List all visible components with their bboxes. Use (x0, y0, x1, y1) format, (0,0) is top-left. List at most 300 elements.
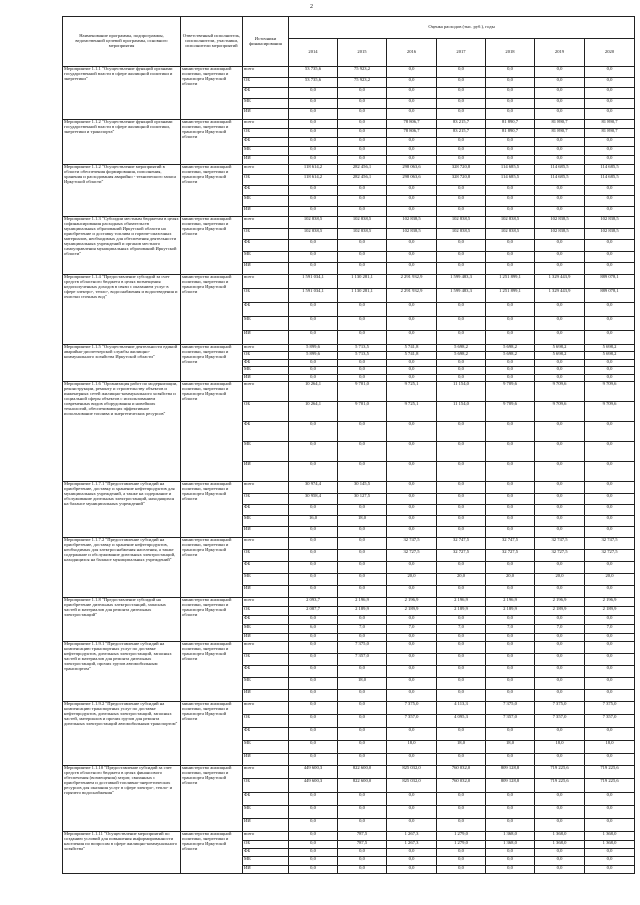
amount-cell: 0,0 (289, 240, 338, 252)
amount-cell: 0,0 (387, 240, 437, 252)
funding-source: ФБ (243, 240, 289, 252)
funding-source: ФБ (243, 504, 289, 515)
amount-cell: 5 741,8 (387, 344, 437, 352)
activity-name: Мероприятие 1.1.4 "Предоставление субсидий за счет средств областного бюджета в целях возмещения недополученных доходов в связи с оказанием услуг в сфере электро-, тепло-, водоснабжения и водоотведения и очистки сточных вод" (63, 274, 181, 344)
funding-source: ОБ (243, 288, 289, 302)
funding-source: МБ (243, 442, 289, 462)
amount-cell: 0,0 (585, 727, 635, 740)
amount-cell: 0,0 (535, 690, 585, 702)
amount-cell: 822 600,0 (338, 766, 387, 779)
amount-cell: 0,0 (486, 792, 535, 805)
amount-cell: 10 264,1 (289, 382, 338, 402)
amount-cell: 1 599 483,3 (437, 288, 486, 302)
amount-cell: 0,0 (437, 515, 486, 526)
funding-source: ОБ (243, 607, 289, 616)
executor-name: министерство жилищной политики, энергетики и транспорта Иркутской области (181, 538, 243, 598)
amount-cell: 0,0 (486, 633, 535, 642)
table-row (63, 702, 635, 715)
amount-cell: 0,0 (486, 206, 535, 216)
amount-cell: 0,0 (289, 185, 338, 195)
amount-cell: 0,0 (289, 792, 338, 805)
amount-cell: 0,0 (289, 678, 338, 690)
amount-cell: 0,0 (437, 615, 486, 624)
amount-cell: 7 375,0 (535, 702, 585, 715)
amount-cell: 0,0 (486, 654, 535, 666)
amount-cell: 825 032,0 (387, 779, 437, 792)
amount-cell: 0,0 (486, 527, 535, 538)
funding-source: ИИ (243, 633, 289, 642)
amount-cell: 0,0 (437, 196, 486, 206)
amount-cell: 0,0 (338, 805, 387, 818)
amount-cell: 0,0 (437, 865, 486, 873)
amount-cell: 1 329 443,9 (535, 288, 585, 302)
funding-source: ИИ (243, 263, 289, 275)
amount-cell: 0,0 (387, 819, 437, 832)
amount-cell: 0,0 (437, 527, 486, 538)
funding-source: ИИ (243, 586, 289, 598)
executor-name: министерство жилищной политики, энергетики и транспорта Иркутской области (181, 482, 243, 538)
amount-cell: 0,0 (338, 715, 387, 728)
amount-cell: 0,0 (486, 615, 535, 624)
amount-cell: 0,0 (289, 538, 338, 550)
amount-cell: 0,0 (289, 316, 338, 330)
amount-cell: 0,0 (387, 515, 437, 526)
amount-cell: 9 709,6 (535, 402, 585, 422)
amount-cell: 0,0 (437, 633, 486, 642)
amount-cell: 0,0 (338, 128, 387, 137)
amount-cell: 0,0 (585, 819, 635, 832)
amount-cell: 0,0 (535, 493, 585, 504)
amount-cell: 0,0 (338, 137, 387, 146)
amount-cell: 18,0 (338, 678, 387, 690)
funding-source: всего (243, 482, 289, 493)
amount-cell: 0,0 (486, 240, 535, 252)
amount-cell: 0,0 (585, 422, 635, 442)
amount-cell: 0,0 (535, 857, 585, 865)
amount-cell: 0,0 (437, 422, 486, 442)
amount-cell: 0,0 (535, 330, 585, 344)
header-name: Наименование программы, подпрограммы, ведомственной целевой программы, основного мероприятия (63, 17, 181, 67)
table-row (63, 274, 635, 288)
amount-cell: 0,0 (437, 666, 486, 678)
amount-cell: 81 890,7 (486, 119, 535, 128)
amount-cell: 81 890,7 (486, 128, 535, 137)
activity-name: Мероприятие 1.1.8 "Предоставление субсидий на приобретение дизельных электростанций, запасных частей и материалов для ремонта дизельных электростанций" (63, 598, 181, 642)
amount-cell: 0,0 (585, 493, 635, 504)
amount-cell: 32 727,5 (486, 550, 535, 562)
amount-cell: 0,0 (289, 753, 338, 766)
amount-cell: 7,0 (585, 624, 635, 633)
funding-source: МБ (243, 678, 289, 690)
amount-cell: 0,0 (486, 849, 535, 857)
amount-cell: 32 727,5 (437, 550, 486, 562)
amount-cell: 0,0 (289, 527, 338, 538)
amount-cell: 0,0 (387, 666, 437, 678)
table-row (63, 382, 635, 402)
amount-cell: 53 735,6 (289, 67, 338, 78)
amount-cell: 2 291 932,9 (387, 274, 437, 288)
amount-cell: 0,0 (289, 562, 338, 574)
amount-cell: 30 974,4 (289, 482, 338, 493)
amount-cell: 0,0 (486, 482, 535, 493)
amount-cell: 118 614,2 (289, 164, 338, 174)
amount-cell: 9 701,0 (338, 382, 387, 402)
funding-source: всего (243, 274, 289, 288)
executor-name: министерство жилищной политики, энергетики и транспорта Иркутской области (181, 832, 243, 874)
amount-cell: 0,0 (486, 642, 535, 654)
activity-name: Мероприятие 1.1.10 "Предоставление субсидий за счет средств областного бюджета в целях финансового обеспечения (возмещения) затрат, связанных с приобретением и доставкой топливно-энергетических ресурсов для оказания услуг в сфере электро-, тепло- и горячего водоснабжения" (63, 766, 181, 832)
amount-cell: 1 279,0 (437, 840, 486, 848)
amount-cell: 0,0 (585, 196, 635, 206)
amount-cell: 9 709,6 (486, 382, 535, 402)
amount-cell: 1 368,0 (585, 840, 635, 848)
amount-cell: 0,0 (437, 678, 486, 690)
amount-cell: 0,0 (585, 302, 635, 316)
amount-cell: 81 890,7 (535, 119, 585, 128)
amount-cell: 822 600,0 (338, 779, 387, 792)
amount-cell: 0,0 (387, 805, 437, 818)
amount-cell: 0,0 (486, 146, 535, 155)
funding-source: МБ (243, 857, 289, 865)
amount-cell: 0,0 (535, 302, 585, 316)
amount-cell: 9 709,6 (585, 402, 635, 422)
amount-cell: 7,0 (338, 624, 387, 633)
amount-cell: 0,0 (585, 316, 635, 330)
amount-cell: 0,0 (289, 805, 338, 818)
activity-name: Мероприятие 1.1.9.2 "Предоставление субсидий на компенсацию транспортных услуг по доставке нефтепродуктов, дизельных электростанций, запасных частей, материалов и прочих грузов для ремонта дизельных электростанций автомобильным транспортом" (63, 702, 181, 766)
amount-cell: 118 614,2 (289, 175, 338, 185)
activity-name: Мероприятие 1.1.9.1 "Предоставление субсидий на компенсацию транспортных услуг по доставке нефтепродуктов, дизельных электростанций, запасных частей и материалов для ремонта дизельных электростанций, прочих грузов автомобильным транспортом" (63, 642, 181, 702)
amount-cell: 2 189,9 (585, 607, 635, 616)
amount-cell: 0,0 (387, 678, 437, 690)
amount-cell: 0,0 (535, 633, 585, 642)
amount-cell: 0,0 (437, 819, 486, 832)
activity-name: Мероприятие 1.1.11 "Осуществление мероприятий по созданию условий для повышения информированности населения по вопросам в сфере жилищно-коммунального хозяйства" (63, 832, 181, 874)
amount-cell: 0,0 (338, 302, 387, 316)
header-year: 2017 (437, 39, 486, 67)
funding-source: всего (243, 119, 289, 128)
amount-cell: 2 196,9 (387, 598, 437, 607)
amount-cell: 2 093,7 (289, 598, 338, 607)
budget-table (62, 16, 635, 874)
amount-cell: 0,0 (585, 359, 635, 367)
amount-cell: 7 357,0 (535, 715, 585, 728)
amount-cell: 0,0 (535, 586, 585, 598)
amount-cell: 719 225,6 (585, 766, 635, 779)
funding-source: ФБ (243, 727, 289, 740)
amount-cell: 0,0 (387, 359, 437, 367)
amount-cell: 0,0 (535, 527, 585, 538)
amount-cell: 102 838,5 (535, 216, 585, 228)
amount-cell: 0,0 (387, 367, 437, 375)
funding-source: всего (243, 598, 289, 607)
amount-cell: 0,0 (437, 727, 486, 740)
funding-source: ОБ (243, 715, 289, 728)
amount-cell: 81 890,7 (585, 128, 635, 137)
amount-cell: 0,0 (535, 240, 585, 252)
funding-source: МБ (243, 146, 289, 155)
header-source: Источники финансирования (243, 17, 289, 67)
amount-cell: 0,0 (338, 206, 387, 216)
amount-cell: 0,0 (387, 642, 437, 654)
amount-cell: 0,0 (338, 792, 387, 805)
amount-cell: 0,0 (535, 206, 585, 216)
amount-cell: 0,0 (289, 263, 338, 275)
amount-cell: 0,0 (387, 857, 437, 865)
amount-cell: 0,0 (585, 482, 635, 493)
amount-cell: 0,0 (437, 792, 486, 805)
amount-cell: 102 838,5 (289, 228, 338, 240)
amount-cell: 1 368,0 (535, 832, 585, 840)
amount-cell: 0,0 (535, 137, 585, 146)
table-row (63, 766, 635, 779)
amount-cell: 1 279,0 (437, 832, 486, 840)
amount-cell: 0,0 (387, 615, 437, 624)
amount-cell: 0,0 (338, 98, 387, 109)
amount-cell: 0,0 (486, 359, 535, 367)
amount-cell: 0,0 (585, 504, 635, 515)
amount-cell: 0,0 (585, 185, 635, 195)
amount-cell: 0,0 (387, 462, 437, 482)
amount-cell: 282 456,1 (338, 175, 387, 185)
amount-cell: 0,0 (338, 359, 387, 367)
activity-name: Мероприятие 1.1.2 "Осуществление функций органами государственной власти в сфере жилищной политики, энергетики и транспорта" (63, 119, 181, 164)
executor-name: министерство жилищной политики, энергетики и транспорта Иркутской области (181, 164, 243, 216)
amount-cell: 1 368,0 (486, 840, 535, 848)
amount-cell: 0,0 (338, 550, 387, 562)
funding-source: ОБ (243, 402, 289, 422)
amount-cell: 0,0 (585, 527, 635, 538)
amount-cell: 0,0 (535, 865, 585, 873)
amount-cell: 2 196,9 (585, 598, 635, 607)
funding-source: МБ (243, 740, 289, 753)
amount-cell: 9 725,1 (387, 402, 437, 422)
amount-cell: 0,0 (535, 185, 585, 195)
amount-cell: 0,0 (289, 633, 338, 642)
amount-cell: 0,0 (387, 67, 437, 78)
executor-name: министерство жилищной политики, энергетики и транспорта Иркутской области (181, 344, 243, 382)
amount-cell: 0,0 (338, 504, 387, 515)
amount-cell: 0,0 (338, 849, 387, 857)
amount-cell: 0,0 (535, 792, 585, 805)
amount-cell: 0,0 (338, 316, 387, 330)
amount-cell: 0,0 (338, 367, 387, 375)
amount-cell: 0,0 (289, 666, 338, 678)
amount-cell: 0,0 (437, 155, 486, 164)
amount-cell: 5 713,5 (338, 344, 387, 352)
amount-cell: 0,0 (437, 185, 486, 195)
amount-cell: 7 375,0 (585, 702, 635, 715)
activity-name: Мероприятие 1.1.3 "Субсидии местным бюджетам в целях софинансирования расходных обязательств муниципальных образований Иркутской области на приобретение и доставку топлива и горюче-смазочных материалов, необходимых для обеспечения деятельности муниципальных учреждений и органов местного самоуправления муниципальных образований Иркутской области" (63, 216, 181, 274)
table-row (63, 119, 635, 128)
amount-cell: 75 923,2 (338, 77, 387, 88)
amount-cell: 0,0 (585, 330, 635, 344)
amount-cell: 32 727,5 (387, 550, 437, 562)
amount-cell: 2 189,9 (338, 607, 387, 616)
amount-cell: 0,0 (437, 240, 486, 252)
amount-cell: 0,0 (338, 155, 387, 164)
amount-cell: 0,0 (338, 240, 387, 252)
amount-cell: 0,0 (585, 442, 635, 462)
amount-cell: 0,0 (437, 251, 486, 263)
amount-cell: 0,0 (289, 367, 338, 375)
amount-cell: 0,0 (289, 137, 338, 146)
amount-cell: 0,0 (585, 857, 635, 865)
amount-cell: 0,0 (437, 753, 486, 766)
amount-cell: 0,0 (535, 753, 585, 766)
amount-cell: 81 890,7 (535, 128, 585, 137)
amount-cell: 5 698,2 (535, 344, 585, 352)
amount-cell: 20,0 (387, 574, 437, 586)
amount-cell: 0,0 (338, 119, 387, 128)
amount-cell: 328 720,8 (437, 164, 486, 174)
amount-cell: 0,0 (585, 240, 635, 252)
amount-cell: 0,0 (437, 88, 486, 99)
amount-cell: 83 215,7 (437, 119, 486, 128)
header-executor: Ответственный исполнитель, соисполнители, участники, исполнители мероприятий (181, 17, 243, 67)
amount-cell: 32 727,5 (585, 550, 635, 562)
amount-cell: 0,0 (338, 727, 387, 740)
amount-cell: 0,0 (585, 633, 635, 642)
amount-cell: 0,0 (585, 865, 635, 873)
amount-cell: 0,0 (387, 146, 437, 155)
amount-cell: 2 196,9 (338, 598, 387, 607)
activity-name: Мероприятие 1.1.2 "Осуществление мероприятий в области обеспечения формирования, пополнения, хранения и расходования аварийно - технического запаса Иркутской области" (63, 164, 181, 216)
amount-cell: 0,0 (437, 690, 486, 702)
amount-cell: 0,0 (535, 515, 585, 526)
amount-cell: 0,0 (289, 574, 338, 586)
amount-cell: 1 591 034,1 (289, 288, 338, 302)
amount-cell: 0,0 (585, 805, 635, 818)
amount-cell: 102 838,5 (585, 228, 635, 240)
amount-cell: 0,0 (535, 615, 585, 624)
amount-cell: 32 747,5 (437, 538, 486, 550)
funding-source: ИИ (243, 819, 289, 832)
amount-cell: 0,0 (338, 819, 387, 832)
funding-source: всего (243, 832, 289, 840)
amount-cell: 0,0 (387, 109, 437, 120)
amount-cell: 0,0 (585, 753, 635, 766)
amount-cell: 0,0 (535, 642, 585, 654)
amount-cell: 18,0 (338, 515, 387, 526)
amount-cell: 0,0 (585, 263, 635, 275)
amount-cell: 0,0 (387, 155, 437, 164)
funding-source: ОБ (243, 840, 289, 848)
amount-cell: 0,0 (535, 482, 585, 493)
amount-cell: 83 215,7 (437, 128, 486, 137)
header-year: 2015 (338, 39, 387, 67)
amount-cell: 449 600,3 (289, 779, 338, 792)
amount-cell: 0,0 (585, 678, 635, 690)
amount-cell: 0,0 (387, 137, 437, 146)
amount-cell: 114 685,5 (486, 164, 535, 174)
amount-cell: 0,0 (585, 251, 635, 263)
amount-cell: 0,0 (289, 715, 338, 728)
amount-cell: 0,0 (387, 562, 437, 574)
amount-cell: 0,0 (585, 206, 635, 216)
amount-cell: 0,0 (585, 137, 635, 146)
amount-cell: 0,0 (387, 330, 437, 344)
amount-cell: 0,0 (486, 515, 535, 526)
funding-source: ОБ (243, 550, 289, 562)
funding-source: всего (243, 382, 289, 402)
funding-source: всего (243, 642, 289, 654)
amount-cell: 0,0 (338, 633, 387, 642)
amount-cell: 0,0 (387, 849, 437, 857)
amount-cell: 0,0 (535, 442, 585, 462)
amount-cell: 0,0 (535, 819, 585, 832)
amount-cell: 5 713,5 (338, 352, 387, 360)
amount-cell: 0,0 (437, 367, 486, 375)
amount-cell: 5 698,2 (585, 352, 635, 360)
amount-cell: 1 368,0 (585, 832, 635, 840)
amount-cell: 0,0 (486, 251, 535, 263)
amount-cell: 9 709,6 (486, 402, 535, 422)
amount-cell: 760 032,0 (437, 779, 486, 792)
amount-cell: 0,0 (585, 98, 635, 109)
amount-cell: 0,0 (289, 88, 338, 99)
header-year: 2020 (585, 39, 635, 67)
amount-cell: 2 291 932,9 (387, 288, 437, 302)
amount-cell: 0,0 (535, 98, 585, 109)
amount-cell: 0,0 (387, 633, 437, 642)
amount-cell: 78 806,7 (387, 128, 437, 137)
amount-cell: 0,0 (535, 504, 585, 515)
amount-cell: 10 264,1 (289, 402, 338, 422)
amount-cell: 5 698,2 (486, 352, 535, 360)
amount-cell: 0,0 (486, 185, 535, 195)
amount-cell: 0,0 (387, 527, 437, 538)
amount-cell: 1 130 281,1 (338, 274, 387, 288)
funding-source: всего (243, 216, 289, 228)
amount-cell: 0,0 (387, 753, 437, 766)
amount-cell: 0,0 (585, 849, 635, 857)
amount-cell: 0,0 (338, 442, 387, 462)
amount-cell: 0,0 (437, 77, 486, 88)
amount-cell: 0,0 (535, 654, 585, 666)
amount-cell: 0,0 (289, 654, 338, 666)
amount-cell: 0,0 (289, 206, 338, 216)
funding-source: всего (243, 344, 289, 352)
amount-cell: 5 698,2 (486, 344, 535, 352)
amount-cell: 0,0 (387, 263, 437, 275)
amount-cell: 18,0 (387, 740, 437, 753)
table-row (63, 642, 635, 654)
amount-cell: 2 189,9 (486, 607, 535, 616)
amount-cell: 809 128,8 (486, 779, 535, 792)
amount-cell: 0,0 (289, 727, 338, 740)
amount-cell: 760 032,0 (437, 766, 486, 779)
amount-cell: 0,0 (535, 849, 585, 857)
amount-cell: 0,0 (437, 374, 486, 382)
funding-source: ИИ (243, 865, 289, 873)
amount-cell: 0,0 (535, 562, 585, 574)
activity-name: Мероприятие 1.1.5 "Осуществление деятельности единой аварийно-диспетчерской службы жилищно-коммунального хозяйства Иркутской области" (63, 344, 181, 382)
amount-cell: 0,0 (289, 146, 338, 155)
amount-cell: 0,0 (338, 690, 387, 702)
amount-cell: 0,0 (486, 819, 535, 832)
funding-source: МБ (243, 574, 289, 586)
amount-cell: 0,0 (338, 330, 387, 344)
amount-cell: 0,0 (535, 367, 585, 375)
activity-name: Мероприятие 1.1.1 "Осуществление функций органами государственной власти в сфере жилищной политики и энергетики" (63, 67, 181, 120)
amount-cell: 0,0 (585, 562, 635, 574)
amount-cell: 7,0 (437, 624, 486, 633)
amount-cell: 0,0 (338, 562, 387, 574)
amount-cell: 0,0 (338, 538, 387, 550)
amount-cell: 7 357,0 (338, 654, 387, 666)
funding-source: МБ (243, 196, 289, 206)
